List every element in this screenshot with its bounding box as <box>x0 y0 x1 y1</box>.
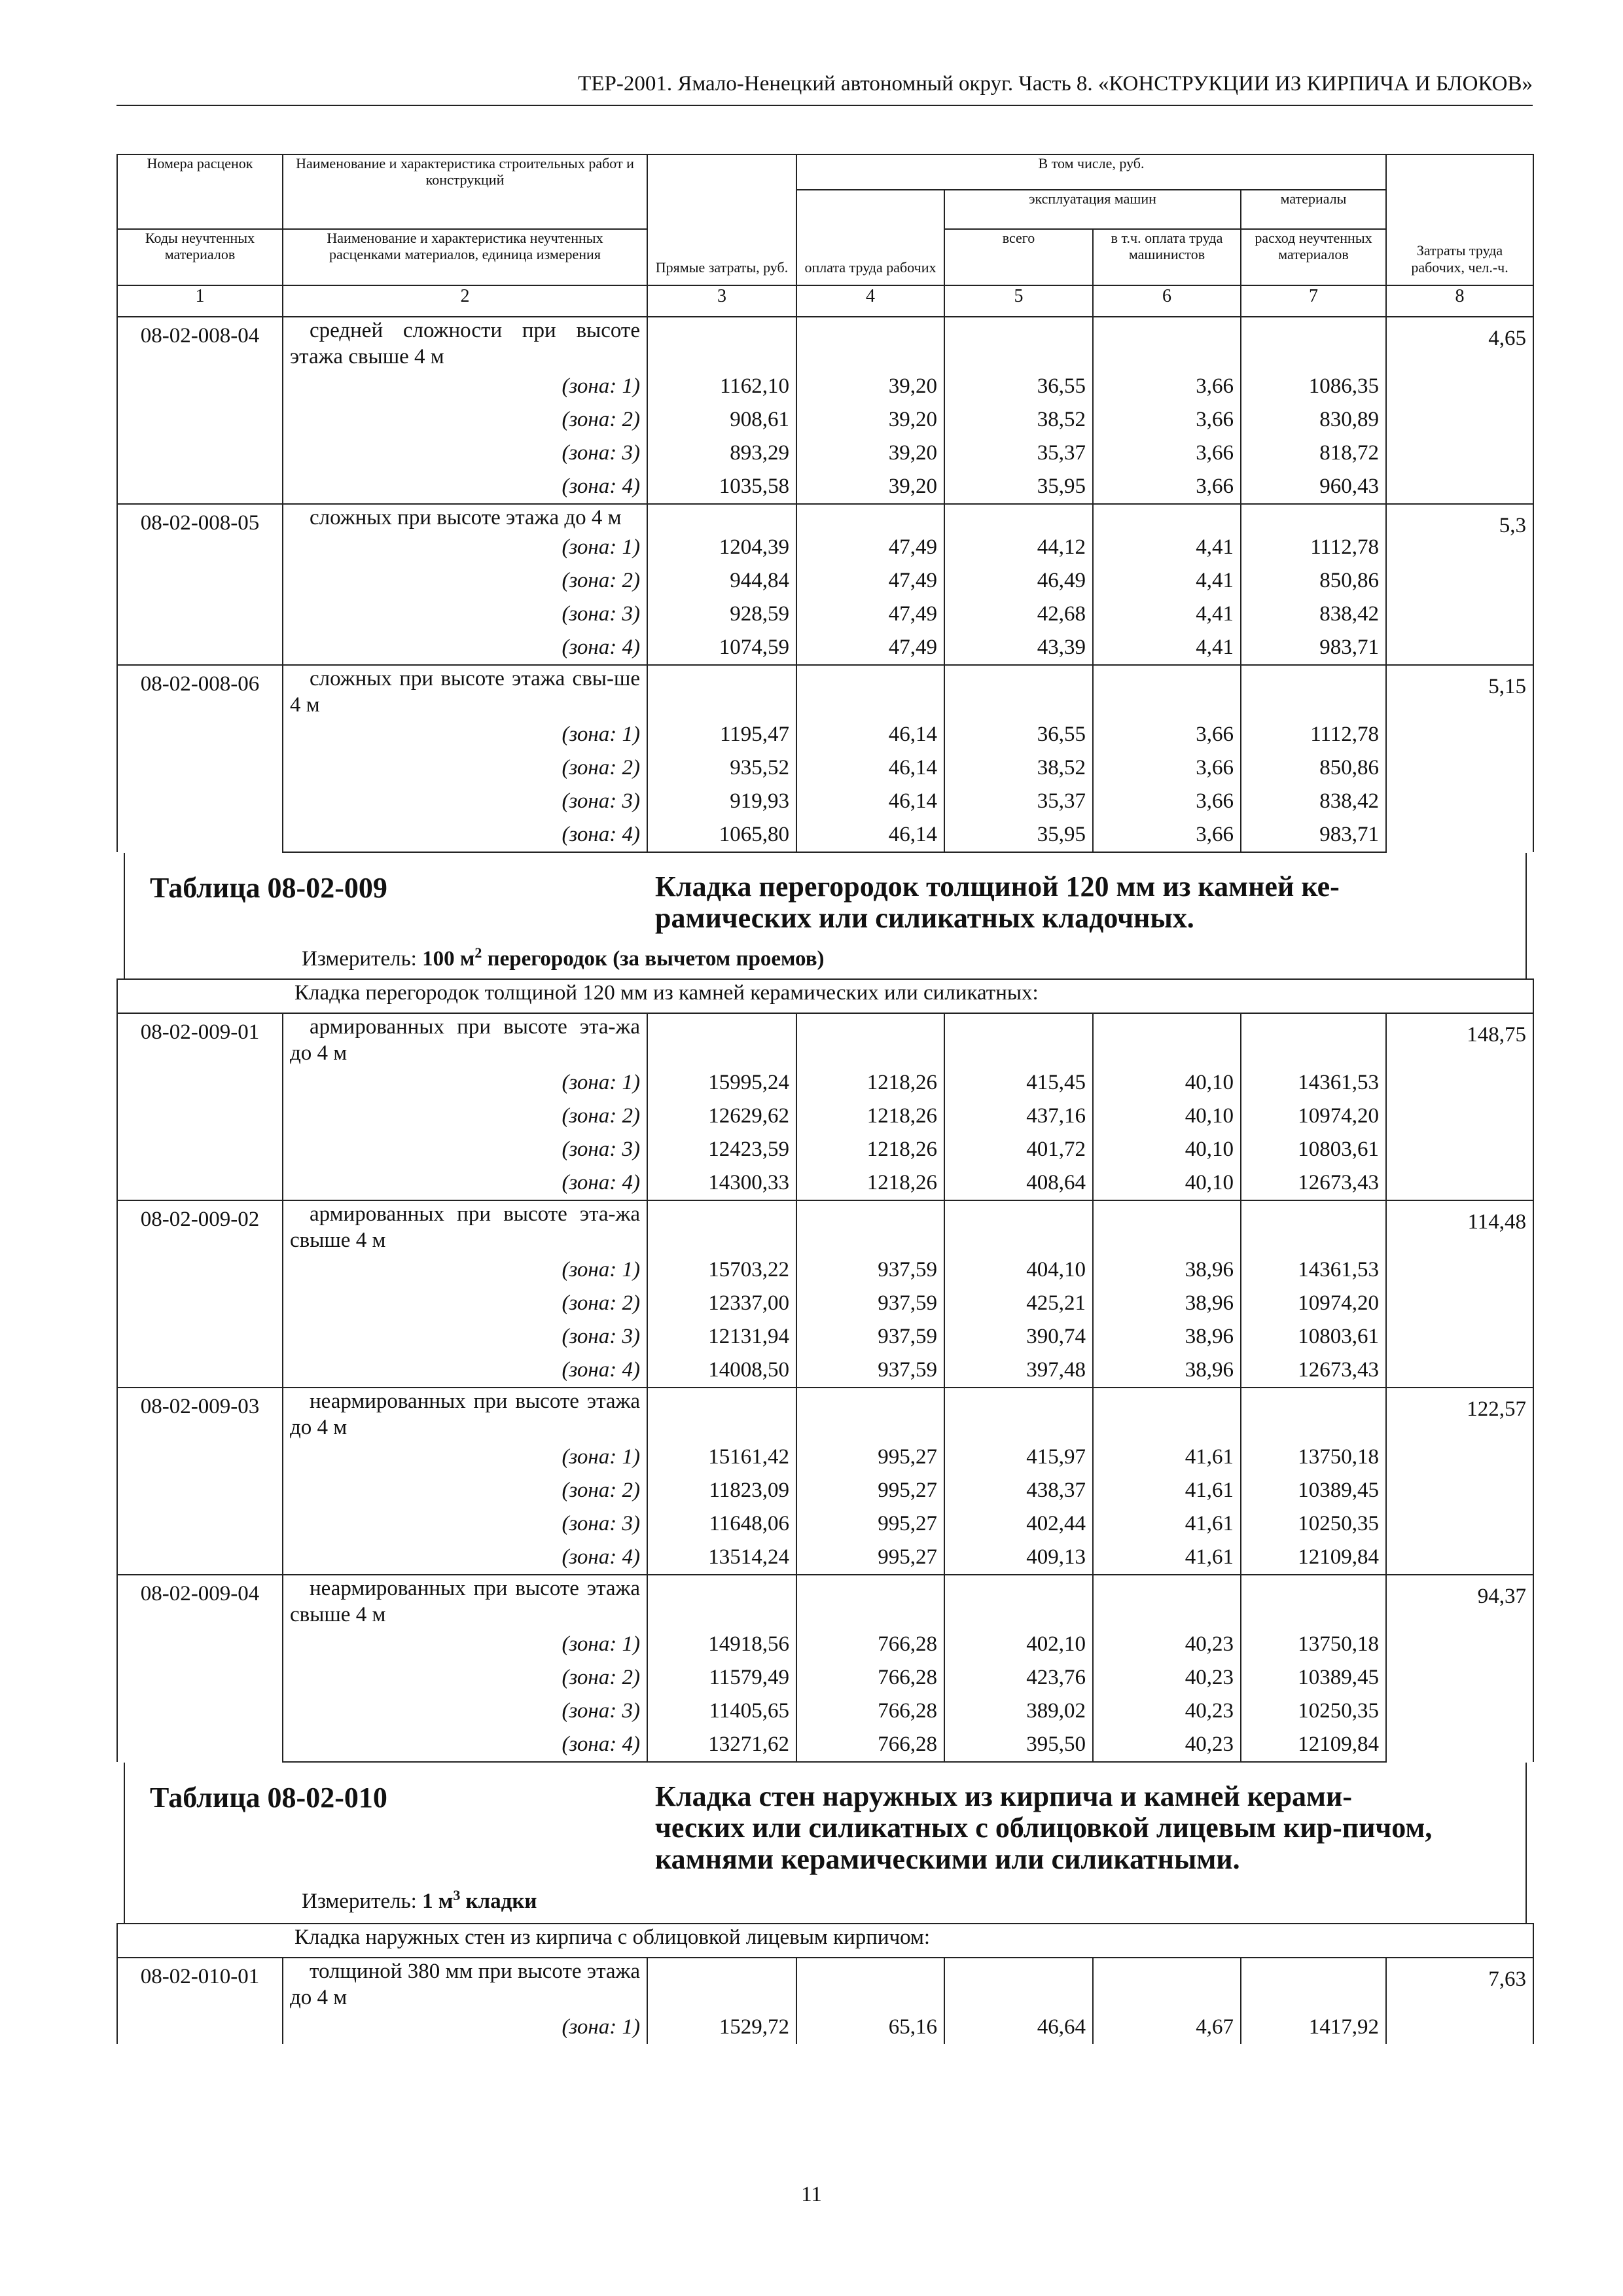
zone-label: (зона: 3) <box>283 1320 647 1354</box>
col7-header: расход неучтенных материалов <box>1241 229 1386 285</box>
materials-cost: 10250,35 <box>1241 1507 1386 1541</box>
incl-header: В том числе, руб. <box>796 154 1386 190</box>
zone-row <box>117 1628 1533 1661</box>
zone-row <box>117 718 1533 751</box>
zone-label: (зона: 1) <box>283 1066 647 1100</box>
operator-wage: 3,66 <box>1093 437 1241 470</box>
col-number: 5 <box>944 285 1093 317</box>
materials-cost: 1086,35 <box>1241 370 1386 403</box>
rate-description-text: толщиной 380 мм при высоте этажа до 4 м <box>290 1960 640 2009</box>
zone-row <box>117 1066 1533 1100</box>
materials-cost: 850,86 <box>1241 564 1386 598</box>
operator-wage: 3,66 <box>1093 818 1241 852</box>
zone-label: (зона: 4) <box>283 631 647 665</box>
direct-cost: 1162,10 <box>647 370 796 403</box>
zone-row <box>117 470 1533 504</box>
operator-wage: 41,61 <box>1093 1507 1241 1541</box>
machine-total: 395,50 <box>944 1728 1093 1762</box>
table-010-name: Таблица 08-02-010 <box>150 1782 387 1814</box>
machine-total: 38,52 <box>944 751 1093 785</box>
operator-wage: 3,66 <box>1093 718 1241 751</box>
machine-total: 397,48 <box>944 1354 1093 1388</box>
measure-value: 100 м <box>422 947 475 971</box>
page-header: ТЕР-2001. Ямало-Ненецкий автономный округ. Часть 8. «КОНСТРУКЦИИ ИЗ КИРПИЧА И БЛОКОВ» <box>578 72 1533 96</box>
rate-description <box>283 1575 647 1628</box>
zone-row <box>117 1441 1533 1474</box>
machine-total: 408,64 <box>944 1166 1093 1200</box>
col-number: 2 <box>283 285 647 317</box>
operator-wage: 40,23 <box>1093 1661 1241 1695</box>
zone-label: (зона: 3) <box>283 1695 647 1728</box>
machine-total: 38,52 <box>944 403 1093 437</box>
direct-cost: 11579,49 <box>647 1661 796 1695</box>
rate-code: 08-02-009-03 <box>117 1388 283 1575</box>
zone-label: (зона: 3) <box>283 1507 647 1541</box>
operator-wage: 3,66 <box>1093 785 1241 818</box>
col-number: 6 <box>1093 285 1241 317</box>
materials-cost: 10974,20 <box>1241 1100 1386 1133</box>
table-009-title <box>117 852 1533 1013</box>
col-number: 3 <box>647 285 796 317</box>
rate-title-row <box>117 1013 1533 1066</box>
materials-cost: 12673,43 <box>1241 1354 1386 1388</box>
zone-label: (зона: 3) <box>283 598 647 631</box>
zone-row <box>117 403 1533 437</box>
machine-total: 402,44 <box>944 1507 1093 1541</box>
direct-cost: 14918,56 <box>647 1628 796 1661</box>
zone-row <box>117 1320 1533 1354</box>
zone-row <box>117 531 1533 564</box>
rate-code: 08-02-009-04 <box>117 1575 283 1762</box>
machine-total: 43,39 <box>944 631 1093 665</box>
zone-label: (зона: 4) <box>283 1354 647 1388</box>
direct-cost: 15995,24 <box>647 1066 796 1100</box>
measure-rest: кладки <box>460 1890 537 1913</box>
materials-cost: 960,43 <box>1241 470 1386 504</box>
table-009-measure <box>302 944 825 971</box>
zone-row <box>117 1728 1533 1762</box>
zone-row <box>117 1166 1533 1200</box>
machine-total: 402,10 <box>944 1628 1093 1661</box>
direct-cost: 15703,22 <box>647 1253 796 1287</box>
worker-wage: 1218,26 <box>796 1066 944 1100</box>
machine-total: 401,72 <box>944 1133 1093 1166</box>
direct-cost: 12131,94 <box>647 1320 796 1354</box>
operator-wage: 41,61 <box>1093 1541 1241 1575</box>
worker-wage: 766,28 <box>796 1728 944 1762</box>
machine-total: 423,76 <box>944 1661 1093 1695</box>
col6-header: в т.ч. оплата труда машинистов <box>1093 229 1241 285</box>
materials-cost: 1417,92 <box>1241 2011 1386 2044</box>
zone-label: (зона: 2) <box>283 403 647 437</box>
zone-row <box>117 785 1533 818</box>
worker-wage: 1218,26 <box>796 1100 944 1133</box>
operator-wage: 38,96 <box>1093 1354 1241 1388</box>
rate-title-row <box>117 1200 1533 1253</box>
worker-wage: 39,20 <box>796 403 944 437</box>
worker-wage: 47,49 <box>796 564 944 598</box>
operator-wage: 40,10 <box>1093 1166 1241 1200</box>
operator-wage: 4,41 <box>1093 598 1241 631</box>
zone-row <box>117 1507 1533 1541</box>
machine-total: 36,55 <box>944 718 1093 751</box>
labor-cost: 122,57 <box>1386 1388 1533 1575</box>
zone-row <box>117 1253 1533 1287</box>
direct-cost: 13271,62 <box>647 1728 796 1762</box>
machine-total: 36,55 <box>944 370 1093 403</box>
table-header <box>117 154 1533 317</box>
measure-rest: перегородок (за вычетом проемов) <box>482 947 825 971</box>
labor-cost: 5,3 <box>1386 504 1533 665</box>
worker-wage: 46,14 <box>796 818 944 852</box>
rate-title-row <box>117 1575 1533 1628</box>
header-rule <box>116 105 1533 106</box>
rate-description-text: неармированных при высоте этажа до 4 м <box>290 1390 640 1439</box>
materials-cost: 850,86 <box>1241 751 1386 785</box>
rate-description <box>283 317 647 370</box>
zone-label: (зона: 4) <box>283 470 647 504</box>
measure-value: 1 м <box>422 1890 454 1913</box>
operator-wage: 40,23 <box>1093 1695 1241 1728</box>
worker-wage: 937,59 <box>796 1320 944 1354</box>
operator-wage: 41,61 <box>1093 1441 1241 1474</box>
zone-row <box>117 1661 1533 1695</box>
operator-wage: 38,96 <box>1093 1320 1241 1354</box>
operator-wage: 38,96 <box>1093 1253 1241 1287</box>
materials-cost: 13750,18 <box>1241 1441 1386 1474</box>
rate-description <box>283 1388 647 1441</box>
direct-cost: 1065,80 <box>647 818 796 852</box>
operator-wage: 4,41 <box>1093 631 1241 665</box>
direct-cost: 944,84 <box>647 564 796 598</box>
machine-total: 44,12 <box>944 531 1093 564</box>
zone-row <box>117 1100 1533 1133</box>
labor-cost: 7,63 <box>1386 1958 1533 2044</box>
worker-wage: 47,49 <box>796 631 944 665</box>
direct-cost: 893,29 <box>647 437 796 470</box>
table-009-section: Кладка перегородок толщиной 120 мм из камней керамических или силикатных: <box>117 979 1533 1013</box>
zone-label: (зона: 1) <box>283 2011 647 2044</box>
zone-row <box>117 631 1533 665</box>
zone-row <box>117 751 1533 785</box>
col2-header-a: Наименование и характеристика строительных работ и конструкций <box>283 154 647 229</box>
worker-wage: 1218,26 <box>796 1133 944 1166</box>
rate-code: 08-02-009-02 <box>117 1200 283 1388</box>
measure-sup: 2 <box>474 944 482 961</box>
col1-header-a: Номера расценок <box>117 154 283 229</box>
materials-cost: 1112,78 <box>1241 531 1386 564</box>
measure-label: Измеритель: <box>302 947 417 971</box>
rate-description <box>283 665 647 718</box>
zone-label: (зона: 2) <box>283 1287 647 1320</box>
rate-title-row <box>117 665 1533 718</box>
materials-cost: 983,71 <box>1241 818 1386 852</box>
operator-wage: 3,66 <box>1093 370 1241 403</box>
operator-wage: 38,96 <box>1093 1287 1241 1320</box>
zone-label: (зона: 2) <box>283 1661 647 1695</box>
machine-total: 404,10 <box>944 1253 1093 1287</box>
zone-row <box>117 2011 1533 2044</box>
direct-cost: 908,61 <box>647 403 796 437</box>
measure-sup: 3 <box>453 1887 461 1903</box>
materials-cost: 10803,61 <box>1241 1320 1386 1354</box>
machine-total: 438,37 <box>944 1474 1093 1507</box>
operator-wage: 40,23 <box>1093 1628 1241 1661</box>
machine-total: 35,95 <box>944 470 1093 504</box>
zone-row <box>117 1541 1533 1575</box>
zone-label: (зона: 3) <box>283 1133 647 1166</box>
operator-wage: 4,41 <box>1093 564 1241 598</box>
worker-wage: 995,27 <box>796 1541 944 1575</box>
machine-total: 425,21 <box>944 1287 1093 1320</box>
materials-cost: 10389,45 <box>1241 1661 1386 1695</box>
worker-wage: 995,27 <box>796 1507 944 1541</box>
rate-description <box>283 504 647 531</box>
materials-cost: 10250,35 <box>1241 1695 1386 1728</box>
zone-row <box>117 564 1533 598</box>
table-010-title <box>117 1762 1533 1958</box>
machine-total: 390,74 <box>944 1320 1093 1354</box>
direct-cost: 14008,50 <box>647 1354 796 1388</box>
materials-cost: 12109,84 <box>1241 1728 1386 1762</box>
worker-wage: 46,14 <box>796 718 944 751</box>
machine-total: 415,45 <box>944 1066 1093 1100</box>
direct-cost: 935,52 <box>647 751 796 785</box>
zone-label: (зона: 1) <box>283 1253 647 1287</box>
zone-row <box>117 1474 1533 1507</box>
worker-wage: 766,28 <box>796 1628 944 1661</box>
zone-label: (зона: 3) <box>283 437 647 470</box>
worker-wage: 995,27 <box>796 1441 944 1474</box>
worker-wage: 766,28 <box>796 1661 944 1695</box>
col5-header: всего <box>944 229 1093 285</box>
zone-label: (зона: 4) <box>283 1541 647 1575</box>
table-009-rows <box>117 1013 1533 1762</box>
operator-wage: 41,61 <box>1093 1474 1241 1507</box>
zone-label: (зона: 2) <box>283 564 647 598</box>
rates-table <box>116 154 1534 2044</box>
operator-wage: 3,66 <box>1093 470 1241 504</box>
rate-code: 08-02-010-01 <box>117 1958 283 2044</box>
operator-wage: 40,10 <box>1093 1100 1241 1133</box>
materials-header: материалы <box>1241 190 1386 229</box>
zone-label: (зона: 1) <box>283 1441 647 1474</box>
table-010-section: Кладка наружных стен из кирпича с облицовкой лицевым кирпичом: <box>117 1924 1533 1958</box>
worker-wage: 47,49 <box>796 531 944 564</box>
rate-description-text: армированных при высоте эта-жа свыше 4 м <box>290 1202 640 1252</box>
zone-label: (зона: 1) <box>283 718 647 751</box>
worker-wage: 937,59 <box>796 1287 944 1320</box>
zone-label: (зона: 2) <box>283 1474 647 1507</box>
rate-description-text: армированных при высоте эта-жа до 4 м <box>290 1015 640 1065</box>
zone-label: (зона: 4) <box>283 1728 647 1762</box>
materials-cost: 12673,43 <box>1241 1166 1386 1200</box>
machine-total: 409,13 <box>944 1541 1093 1575</box>
table-008-rows <box>117 317 1533 852</box>
col8-header: Затраты труда рабочих, чел.-ч. <box>1386 154 1533 285</box>
direct-cost: 11823,09 <box>647 1474 796 1507</box>
operator-wage: 4,67 <box>1093 2011 1241 2044</box>
zone-row <box>117 1695 1533 1728</box>
direct-cost: 1529,72 <box>647 2011 796 2044</box>
table-009-name: Таблица 08-02-009 <box>150 872 387 904</box>
col2-header-b: Наименование и характеристика неучтенных расценками материалов, единица измерения <box>283 229 647 285</box>
machine-total: 35,37 <box>944 785 1093 818</box>
rate-title-row <box>117 317 1533 370</box>
rate-description <box>283 1013 647 1066</box>
machine-total: 35,37 <box>944 437 1093 470</box>
direct-cost: 13514,24 <box>647 1541 796 1575</box>
direct-cost: 1074,59 <box>647 631 796 665</box>
labor-cost: 4,65 <box>1386 317 1533 504</box>
worker-wage: 39,20 <box>796 470 944 504</box>
materials-cost: 830,89 <box>1241 403 1386 437</box>
zone-label: (зона: 1) <box>283 370 647 403</box>
zone-label: (зона: 4) <box>283 818 647 852</box>
machine-total: 389,02 <box>944 1695 1093 1728</box>
direct-cost: 1035,58 <box>647 470 796 504</box>
direct-cost: 11648,06 <box>647 1507 796 1541</box>
worker-wage: 766,28 <box>796 1695 944 1728</box>
operator-wage: 3,66 <box>1093 751 1241 785</box>
col-number: 4 <box>796 285 944 317</box>
table-009-title-text: Кладка перегородок толщиной 120 мм из камней ке-рамических или силикатных кладочных. <box>655 870 1340 934</box>
zone-row <box>117 370 1533 403</box>
materials-cost: 10974,20 <box>1241 1287 1386 1320</box>
table-010-title-text: Кладка стен наружных из кирпича и камней керами-ческих или силикатных с облицовкой лицевым кир-пичом, камнями керамическими или силикатными. <box>655 1780 1433 1875</box>
worker-wage: 39,20 <box>796 437 944 470</box>
materials-cost: 14361,53 <box>1241 1066 1386 1100</box>
machine-total: 46,64 <box>944 2011 1093 2044</box>
zone-label: (зона: 2) <box>283 751 647 785</box>
col4-header: оплата труда рабочих <box>796 190 944 285</box>
zone-row <box>117 1287 1533 1320</box>
zone-row <box>117 1354 1533 1388</box>
direct-cost: 12629,62 <box>647 1100 796 1133</box>
zone-row <box>117 437 1533 470</box>
worker-wage: 65,16 <box>796 2011 944 2044</box>
zone-label: (зона: 2) <box>283 1100 647 1133</box>
direct-cost: 1195,47 <box>647 718 796 751</box>
col-number: 8 <box>1386 285 1533 317</box>
operator-wage: 3,66 <box>1093 403 1241 437</box>
zone-label: (зона: 1) <box>283 531 647 564</box>
zone-label: (зона: 1) <box>283 1628 647 1661</box>
rate-description-text: сложных при высоте этажа до 4 м <box>310 506 622 529</box>
materials-cost: 12109,84 <box>1241 1541 1386 1575</box>
labor-cost: 114,48 <box>1386 1200 1533 1388</box>
machine-total: 35,95 <box>944 818 1093 852</box>
table-010-rows <box>117 1958 1533 2044</box>
rate-title-row <box>117 1388 1533 1441</box>
worker-wage: 46,14 <box>796 785 944 818</box>
rate-description <box>283 1200 647 1253</box>
materials-cost: 13750,18 <box>1241 1628 1386 1661</box>
machines-header: эксплуатация машин <box>944 190 1241 229</box>
machine-total: 46,49 <box>944 564 1093 598</box>
zone-row <box>117 818 1533 852</box>
rate-description <box>283 1958 647 2011</box>
rate-code: 08-02-008-05 <box>117 504 283 665</box>
worker-wage: 1218,26 <box>796 1166 944 1200</box>
worker-wage: 46,14 <box>796 751 944 785</box>
labor-cost: 148,75 <box>1386 1013 1533 1200</box>
machine-total: 42,68 <box>944 598 1093 631</box>
operator-wage: 4,41 <box>1093 531 1241 564</box>
materials-cost: 838,42 <box>1241 785 1386 818</box>
col1-header-b: Коды неучтенных материалов <box>117 229 283 285</box>
zone-row <box>117 598 1533 631</box>
col-number: 7 <box>1241 285 1386 317</box>
col3-header: Прямые затраты, руб. <box>647 154 796 285</box>
direct-cost: 12423,59 <box>647 1133 796 1166</box>
worker-wage: 39,20 <box>796 370 944 403</box>
operator-wage: 40,23 <box>1093 1728 1241 1762</box>
direct-cost: 14300,33 <box>647 1166 796 1200</box>
direct-cost: 919,93 <box>647 785 796 818</box>
worker-wage: 937,59 <box>796 1354 944 1388</box>
table-010-measure <box>302 1887 537 1914</box>
rate-title-row <box>117 1958 1533 2011</box>
materials-cost: 10803,61 <box>1241 1133 1386 1166</box>
zone-label: (зона: 3) <box>283 785 647 818</box>
measure-label: Измеритель: <box>302 1890 417 1913</box>
machine-total: 437,16 <box>944 1100 1093 1133</box>
direct-cost: 15161,42 <box>647 1441 796 1474</box>
rate-code: 08-02-008-04 <box>117 317 283 504</box>
worker-wage: 937,59 <box>796 1253 944 1287</box>
page-number: 11 <box>801 2183 822 2206</box>
labor-cost: 94,37 <box>1386 1575 1533 1762</box>
rate-description-text: средней сложности при высоте этажа свыше 4 м <box>290 319 640 368</box>
zone-label: (зона: 4) <box>283 1166 647 1200</box>
rate-code: 08-02-009-01 <box>117 1013 283 1200</box>
col-number: 1 <box>117 285 283 317</box>
direct-cost: 928,59 <box>647 598 796 631</box>
operator-wage: 40,10 <box>1093 1133 1241 1166</box>
materials-cost: 1112,78 <box>1241 718 1386 751</box>
materials-cost: 838,42 <box>1241 598 1386 631</box>
direct-cost: 1204,39 <box>647 531 796 564</box>
materials-cost: 10389,45 <box>1241 1474 1386 1507</box>
zone-row <box>117 1133 1533 1166</box>
direct-cost: 12337,00 <box>647 1287 796 1320</box>
materials-cost: 818,72 <box>1241 437 1386 470</box>
machine-total: 415,97 <box>944 1441 1093 1474</box>
worker-wage: 995,27 <box>796 1474 944 1507</box>
worker-wage: 47,49 <box>796 598 944 631</box>
rate-code: 08-02-008-06 <box>117 665 283 852</box>
labor-cost: 5,15 <box>1386 665 1533 852</box>
rate-description-text: неармированных при высоте этажа свыше 4 м <box>290 1577 640 1626</box>
rate-description-text: сложных при высоте этажа свы-ше 4 м <box>290 667 640 717</box>
direct-cost: 11405,65 <box>647 1695 796 1728</box>
rate-title-row <box>117 504 1533 531</box>
materials-cost: 14361,53 <box>1241 1253 1386 1287</box>
materials-cost: 983,71 <box>1241 631 1386 665</box>
operator-wage: 40,10 <box>1093 1066 1241 1100</box>
